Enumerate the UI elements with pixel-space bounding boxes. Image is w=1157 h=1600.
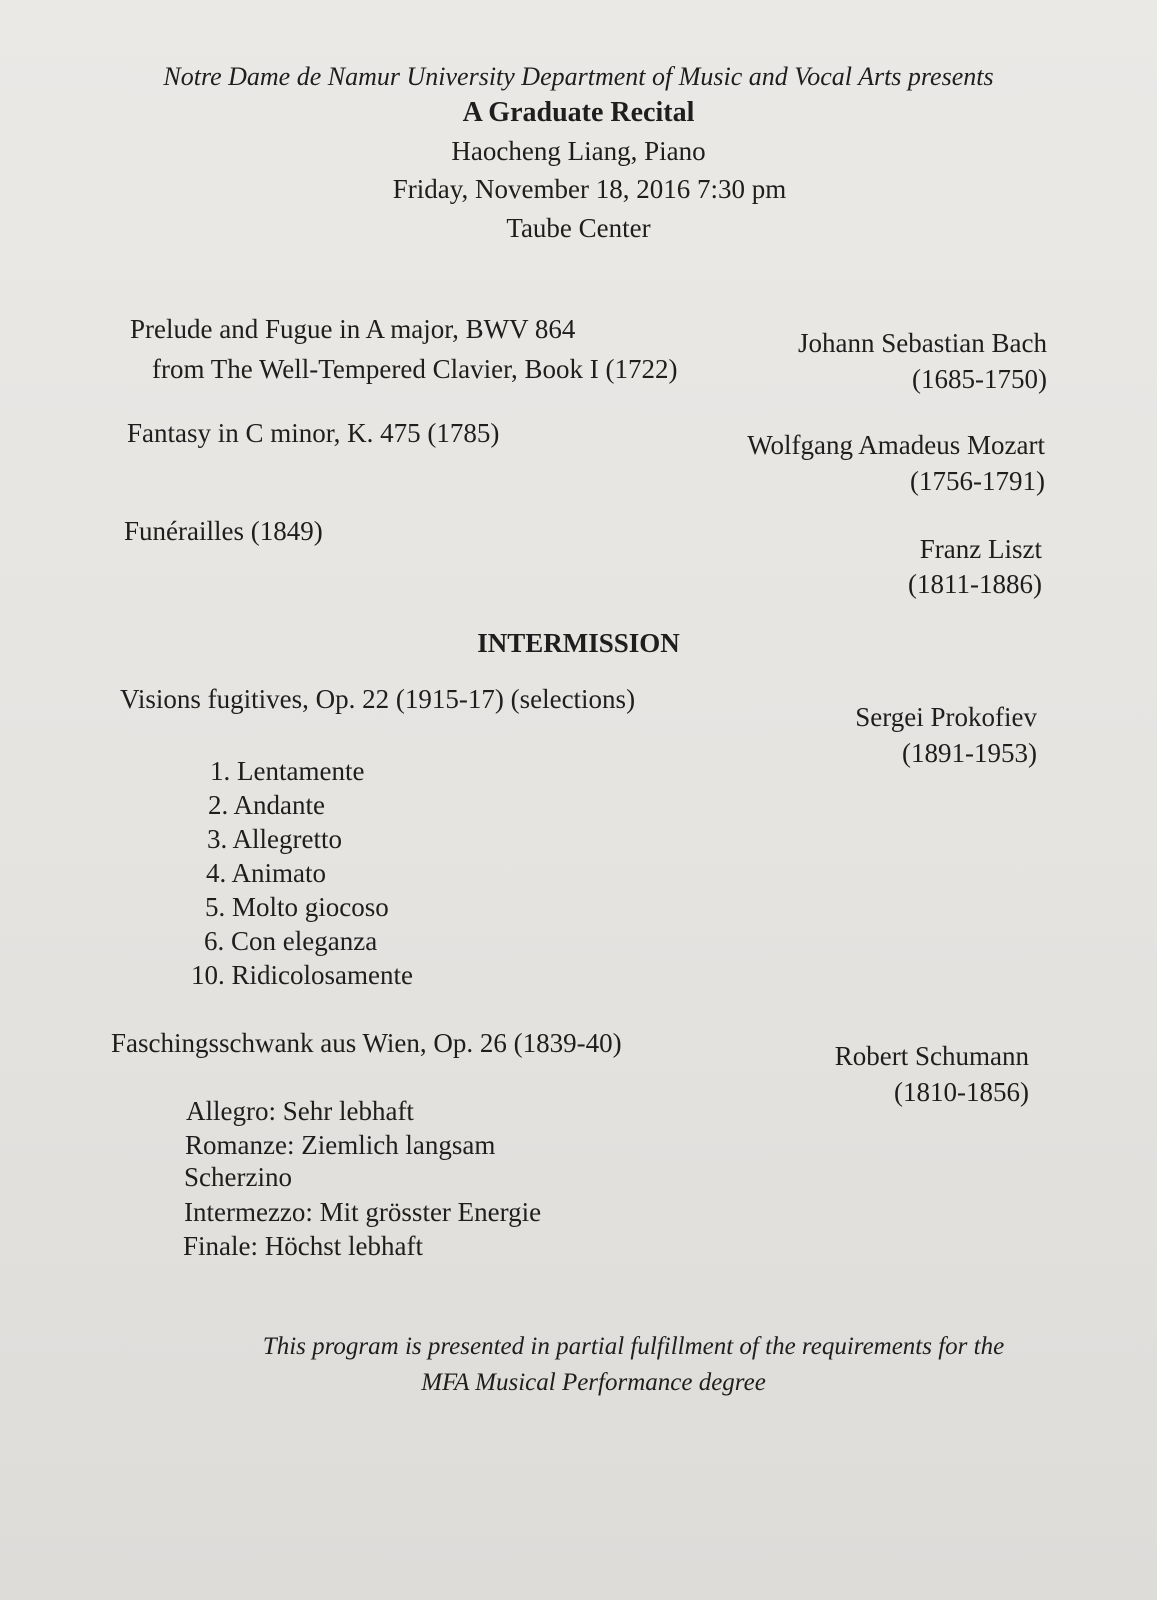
intermission-heading: INTERMISSION bbox=[477, 628, 680, 658]
movement-item: Scherzino bbox=[184, 1162, 292, 1192]
piece-title-schumann: Faschingsschwank aus Wien, Op. 26 (1839-40) bbox=[111, 1028, 622, 1058]
composer-schumann: Robert Schumann bbox=[834, 1041, 1029, 1071]
piece-title-mozart: Fantasy in C minor, K. 475 (1785) bbox=[127, 418, 500, 448]
performer: Haocheng Liang, Piano bbox=[451, 136, 706, 166]
date-time: Friday, November 18, 2016 7:30 pm bbox=[392, 174, 787, 204]
movement-item: 10. Ridicolosamente bbox=[191, 960, 413, 990]
venue: Taube Center bbox=[506, 213, 651, 243]
piece-title-bach: Prelude and Fugue in A major, BWV 864 bbox=[130, 314, 576, 344]
movement-item: Intermezzo: Mit grösster Energie bbox=[184, 1197, 542, 1227]
composer-dates-mozart: (1756-1791) bbox=[910, 466, 1045, 496]
composer-mozart: Wolfgang Amadeus Mozart bbox=[747, 430, 1045, 460]
piece-subtitle-bach: from The Well-Tempered Clavier, Book I (1722) bbox=[152, 354, 678, 384]
composer-bach: Johann Sebastian Bach bbox=[798, 328, 1047, 358]
piece-title-liszt: Funérailles (1849) bbox=[124, 516, 323, 546]
composer-dates-bach: (1685-1750) bbox=[912, 364, 1047, 394]
movement-item: 2. Andante bbox=[208, 790, 325, 820]
movement-item: 1. Lentamente bbox=[210, 756, 365, 786]
composer-dates-prokofiev: (1891-1953) bbox=[902, 738, 1037, 768]
movement-item: 4. Animato bbox=[206, 858, 326, 888]
composer-dates-schumann: (1810-1856) bbox=[894, 1077, 1029, 1107]
movement-item: Romanze: Ziemlich langsam bbox=[185, 1130, 496, 1160]
movement-item: Finale: Höchst lebhaft bbox=[183, 1231, 423, 1261]
composer-liszt: Franz Liszt bbox=[919, 534, 1042, 564]
movement-item: 6. Con eleganza bbox=[204, 926, 378, 956]
piece-title-prokofiev: Visions fugitives, Op. 22 (1915-17) (selections) bbox=[120, 684, 636, 714]
composer-prokofiev: Sergei Prokofiev bbox=[855, 702, 1037, 732]
footer-note-line2: MFA Musical Performance degree bbox=[421, 1369, 766, 1396]
movement-item: 3. Allegretto bbox=[207, 824, 342, 854]
presenter-line: Notre Dame de Namur University Department of Music and Vocal Arts presents bbox=[163, 62, 994, 91]
composer-dates-liszt: (1811-1886) bbox=[908, 569, 1042, 599]
recital-title: A Graduate Recital bbox=[462, 97, 695, 128]
movement-item: Allegro: Sehr lebhaft bbox=[186, 1096, 414, 1126]
footer-note-line1: This program is presented in partial fulfillment of the requirements for the bbox=[262, 1333, 1005, 1360]
movement-item: 5. Molto giocoso bbox=[205, 892, 389, 922]
